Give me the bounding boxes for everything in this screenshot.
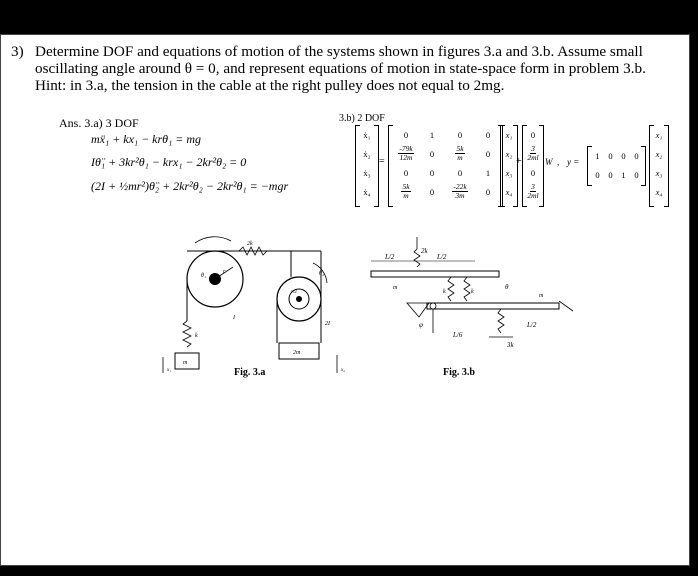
c-matrix (591, 146, 643, 184)
a-matrix-entry: 0 (457, 129, 463, 140)
fig-b-label-theta: θ (505, 283, 509, 291)
fig-a-label-r2: r/2 (291, 290, 297, 295)
answer-a-heading: Ans. 3.a) 3 DOF (59, 116, 139, 130)
fig-b-label-2k: 2k (421, 247, 428, 255)
c-matrix-entry: 0 (608, 169, 613, 180)
fig-a-label-m: m (183, 360, 188, 366)
fig-b-label-k1: k (443, 289, 446, 295)
a-matrix-entry: $\frac{-22k}{3m}$ (453, 182, 467, 200)
fig-a-label-2k: 2k (247, 241, 253, 247)
answer-a-eq2: Iθ̈₁ + 3kr²θ₁ − krx₁ − 2kr²θ₂ = 0 (91, 155, 247, 169)
answer-a-eq1: mẍ₁ + kx₁ − krθ₁ = mg (91, 132, 202, 146)
output-vector-entry: x₃ (655, 167, 663, 178)
a-matrix-entry: 0 (429, 186, 435, 197)
upper-bar (371, 271, 499, 277)
a-matrix-entry: 0 (485, 186, 491, 197)
figure-3b-diagram (363, 233, 583, 373)
b-vector (524, 125, 542, 201)
b-vector-entry: 0 (530, 167, 536, 178)
a-matrix-entry: 0 (403, 167, 409, 178)
input-w: W (545, 157, 553, 167)
spring-2k-b (414, 249, 420, 267)
right-pulley-hub (296, 296, 302, 302)
plus-sign: + (516, 156, 522, 167)
fig-a-label-r: r (223, 269, 226, 275)
state-vector-entry: x₃ (505, 167, 513, 178)
problem-line-2: oscillating angle around θ = 0, and represent equations of motion in state-space form in problem 3.b. (35, 60, 646, 77)
fig-a-label-theta2: θ₂ (319, 271, 325, 277)
a-matrix-entry: 1 (429, 129, 435, 140)
c-matrix-entry: 0 (634, 169, 639, 180)
fig-b-label-l2a: L/2 (385, 253, 395, 261)
state-vector-entry: x₄ (505, 186, 513, 197)
problem-line-1: Determine DOF and equations of motion of the systems shown in figures 3.a and 3.b. Assume small (35, 43, 643, 60)
fig-b-label-l6: L/6 (453, 331, 463, 339)
a-matrix (391, 125, 499, 201)
wall-hatch (559, 301, 573, 311)
output-state-vector (651, 125, 667, 201)
fig-b-label-m1: m (393, 285, 398, 291)
problem-card (0, 34, 690, 566)
fig-a-label-2I: 2I (325, 321, 330, 327)
a-matrix-entry: $\frac{-79k}{12m}$ (399, 144, 413, 162)
output-vector-entry: x₂ (655, 148, 663, 159)
a-matrix-entry: $\frac{5k}{m}$ (402, 182, 410, 200)
equals-sign: = (379, 156, 385, 167)
state-vector-entry: x₂ (505, 148, 513, 159)
state-vector (502, 125, 516, 201)
a-matrix-entry: $\frac{5k}{m}$ (456, 144, 464, 162)
answer-a-eq3: (2I + ½mr²)θ̈₂ + 2kr²θ₂ − 2kr²θ₁ = −mgr (91, 179, 289, 193)
pivot (430, 303, 436, 309)
theta1-arrow (195, 237, 231, 243)
fig-a-label-x1: x₁ (167, 368, 171, 373)
state-derivative-entry: ẋ₂ (363, 148, 371, 159)
fig-a-label-k: k (195, 333, 198, 339)
fig-a-label-I: I (233, 315, 235, 321)
angle-phi (407, 303, 429, 317)
c-matrix-entry: 1 (595, 150, 600, 161)
output-vector-entry: x₁ (655, 129, 663, 140)
output-label: y = (567, 157, 580, 167)
b-vector-entry: 0 (530, 129, 536, 140)
spring-k-right (464, 277, 470, 301)
fig-b-label-k2: k (471, 289, 474, 295)
fig-b-label-l2b: L/2 (437, 253, 447, 261)
b-vector-entry: $\frac{3}{2ml}$ (527, 144, 539, 162)
output-vector-entry: x₄ (655, 186, 663, 197)
a-matrix-entry: 0 (457, 167, 463, 178)
lower-bar (427, 303, 559, 309)
state-derivative-entry: ẋ₄ (363, 186, 371, 197)
figure-3a-diagram (151, 233, 371, 373)
state-vector-entry: x₁ (505, 129, 513, 140)
a-matrix-entry: 0 (485, 148, 491, 159)
c-matrix-entry: 0 (608, 150, 613, 161)
comma: , (557, 157, 560, 167)
spring-k-left (448, 277, 454, 301)
spring-k (183, 321, 191, 347)
fig-a-label-x2: x₂ (341, 368, 345, 373)
a-matrix-entry: 0 (429, 167, 435, 178)
fig-a-label-theta1: θ₁ (201, 273, 207, 279)
fig-b-label-m2: m (539, 293, 544, 299)
state-derivative-entry: ẋ₃ (363, 167, 371, 178)
a-matrix-entry: 0 (403, 129, 409, 140)
fig-b-label-3k: 3k (507, 341, 514, 349)
state-derivative-vector (359, 125, 375, 201)
a-matrix-entry: 1 (485, 167, 491, 178)
c-matrix-entry: 0 (621, 150, 626, 161)
c-matrix-entry: 1 (621, 169, 626, 180)
spring-3k (498, 309, 504, 333)
fig-b-label-l2c: L/2 (527, 321, 537, 329)
figure-3b-caption: Fig. 3.b (443, 367, 475, 378)
c-matrix-entry: 0 (634, 150, 639, 161)
fig-b-label-phi: φ (419, 321, 423, 329)
b-vector-entry: $\frac{3}{2ml}$ (527, 182, 539, 200)
fig-a-label-2m: 2m (293, 350, 301, 356)
answer-b-heading: 3.b) 2 DOF (339, 113, 385, 124)
problem-line-3: Hint: in 3.a, the tension in the cable at the right pulley does not equal to 2mg. (35, 77, 505, 94)
state-derivative-entry: ẋ₁ (363, 129, 371, 140)
a-matrix-entry: 0 (429, 148, 435, 159)
c-matrix-entry: 0 (595, 169, 600, 180)
problem-number: 3) (11, 43, 24, 60)
a-matrix-entry: 0 (485, 129, 491, 140)
figure-3a-caption: Fig. 3.a (234, 367, 266, 378)
